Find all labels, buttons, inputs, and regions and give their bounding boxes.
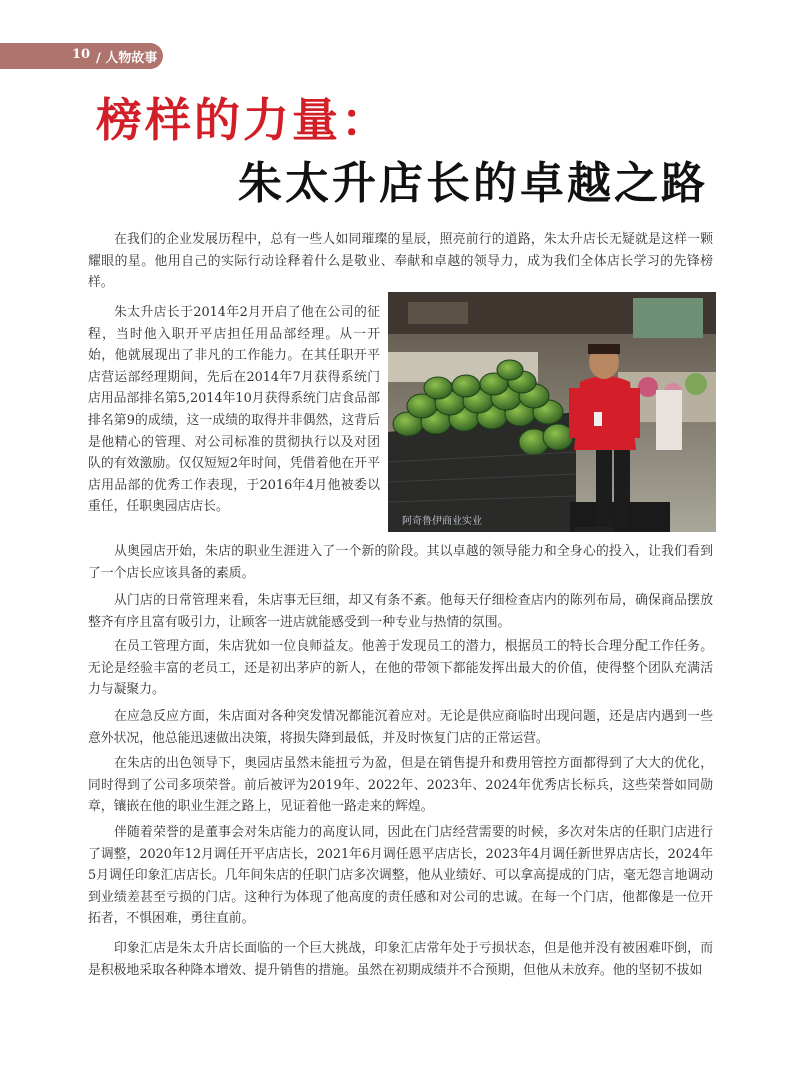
paragraph-aoyuan: 从奥园店开始，朱店的职业生涯进入了一个新的阶段。其以卓越的领导能力和全身心的投入，让我们看到了一个店长应该具备的素质。: [88, 544, 713, 581]
paragraph-yinxianghui: 印象汇店是朱太升店长面临的一个巨大挑战，印象汇店常年处于亏损状态，但是他并没有被困难吓倒，而是积极地采取各种降本增效、提升销售的措施。虽然在初期成绩并不合预期，但他从未放弃。他的坚韧不拔如: [88, 941, 713, 978]
paragraph-transfers: 伴随着荣誉的是董事会对朱店能力的高度认同，因此在门店经营需要的时候，多次对朱店的任职门店进行了调整，2020年12月调任开平店店长，2021年6月调任恩平店店长，2023年4月调任新世界店店长，2024年5月调任印象汇店店长。几年间朱店的任职门店多次调整，他从业绩好、可以拿高提成的门店，毫无怨言地调动到业绩差甚至亏损的门店。这种行为体现了他高度的责任感和对公司的忠诚。在每一个门店，他都像是一位开拓者，不惧困难，勇往直前。: [88, 825, 713, 927]
paragraph-honors: 在朱店的出色领导下，奥园店虽然未能扭亏为盈，但是在销售提升和费用管控方面都得到了大大的优化，同时得到了公司多项荣誉。前后被评为2019年、2022年、2023年、2024年优秀店长标兵，这些荣誉如同勋章，镶嵌在他的职业生涯之路上，见证着他一路走来的辉煌。: [88, 756, 713, 815]
paragraph-staff-management: 在员工管理方面，朱店犹如一位良师益友。他善于发现员工的潜力，根据员工的特长合理分配工作任务。无论是经验丰富的老员工，还是初出茅庐的新人，在他的带领下都能发挥出最大的价值，使得整个团队充满活力与凝聚力。: [88, 639, 713, 698]
article-title-line2: 朱太升店长的卓越之路: [238, 158, 708, 209]
store-manager-photo: [388, 292, 716, 532]
section-header-bar: [0, 43, 163, 69]
photo-watermark: 阿奇鲁伊商业实业: [402, 516, 482, 527]
section-label: / 人物故事: [96, 51, 158, 66]
paragraph-daily-management: 从门店的日常管理来看，朱店事无巨细，却又有条不紊。他每天仔细检查店内的陈列布局，确保商品摆放整齐有序且富有吸引力，让顾客一进店就能感受到一种专业与热情的氛围。: [88, 593, 713, 630]
paragraph-intro: 在我们的企业发展历程中，总有一些人如同璀璨的星辰，照亮前行的道路，朱太升店长无疑就是这样一颗耀眼的星。他用自己的实际行动诠释着什么是敬业、奉献和卓越的领导力，成为我们全体店长学习的先锋榜样。: [88, 232, 713, 291]
paragraph-career-start: 朱太升店长于2014年2月开启了他在公司的征程，当时他入职开平店担任用品部经理。从一开始，他就展现出了非凡的工作能力。在其任职开平店营运部经理期间，先后在2014年7月获得系统门店用品部排名第5,2014年10月获得系统门店食品部排名第9的成绩，这一成绩的取得并非偶然，这背后是他精心的管理、对公司标准的贯彻执行以及对团队的有效激励。仅仅短短2年时间，凭借着他在开平店用品部的优秀工作表现，于2016年4月他被委以重任，任职奥园店店长。: [88, 305, 380, 515]
paragraph-emergency: 在应急反应方面，朱店面对各种突发情况都能沉着应对。无论是供应商临时出现问题，还是店内遇到一些意外状况，他总能迅速做出决策，将损失降到最低，并及时恢复门店的正常运营。: [88, 709, 713, 746]
article-title-line1: 榜样的力量：: [96, 93, 390, 147]
page-number: 10: [72, 47, 91, 62]
